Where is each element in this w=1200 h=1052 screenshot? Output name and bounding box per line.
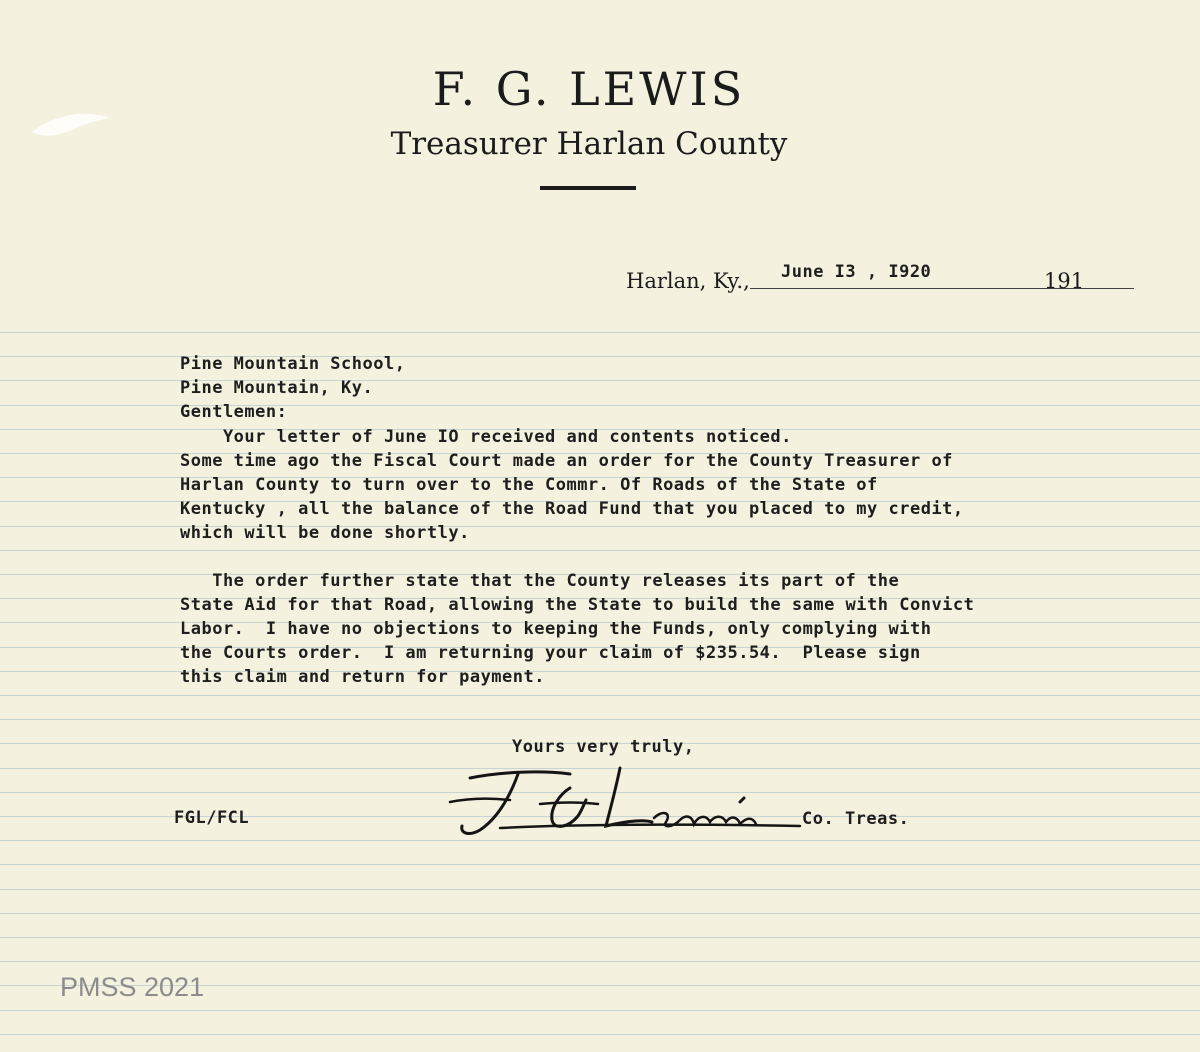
- complimentary-close: Yours very truly,: [512, 737, 695, 757]
- ruled-line: [0, 1034, 1200, 1035]
- salutation: Gentlemen:: [180, 402, 288, 422]
- dateline-printed-year: 191: [1044, 269, 1085, 293]
- letterhead-name: F. G. LEWIS: [432, 62, 746, 116]
- handwritten-signature: [440, 758, 810, 844]
- ruled-line: [0, 889, 1200, 890]
- letterhead-title: Treasurer Harlan County: [390, 126, 788, 162]
- body-p1-line-4: Kentucky , all the balance of the Road Fund that you placed to my credit,: [180, 499, 964, 519]
- body-p1-line-3: Harlan County to turn over to the Commr. Of Roads of the State of: [180, 475, 878, 495]
- body-p2-line-3: Labor. I have no objections to keeping the Funds, only complying with: [180, 619, 932, 639]
- ruled-line: [0, 961, 1200, 962]
- dateline-place: Harlan, Ky.,: [626, 269, 750, 293]
- ruled-line: [0, 864, 1200, 865]
- ruled-line: [0, 1010, 1200, 1011]
- recipient-line-1: Pine Mountain School,: [180, 354, 406, 374]
- ruled-line: [0, 550, 1200, 551]
- ruled-line: [0, 913, 1200, 914]
- body-p1-line-5: which will be done shortly.: [180, 523, 470, 543]
- body-p2-line-5: this claim and return for payment.: [180, 667, 545, 687]
- signer-title: Co. Treas.: [802, 809, 910, 829]
- dateline-date: June I3 , I920: [781, 262, 932, 282]
- body-p1-line-2: Some time ago the Fiscal Court made an order for the County Treasurer of: [180, 451, 953, 471]
- ruled-line: [0, 695, 1200, 696]
- body-p1-line-1: Your letter of June IO received and contents noticed.: [180, 427, 792, 447]
- recipient-line-2: Pine Mountain, Ky.: [180, 378, 374, 398]
- ruled-line: [0, 937, 1200, 938]
- body-p2-line-4: the Courts order. I am returning your claim of $235.54. Please sign: [180, 643, 921, 663]
- ruled-line: [0, 332, 1200, 333]
- typist-initials: FGL/FCL: [174, 808, 250, 828]
- ruled-line: [0, 719, 1200, 720]
- archive-watermark: PMSS 2021: [60, 972, 205, 1002]
- body-p2-line-1: The order further state that the County releases its part of the: [180, 571, 900, 591]
- body-p2-line-2: State Aid for that Road, allowing the State to build the same with Convict: [180, 595, 975, 615]
- letterhead-rule: [540, 186, 636, 190]
